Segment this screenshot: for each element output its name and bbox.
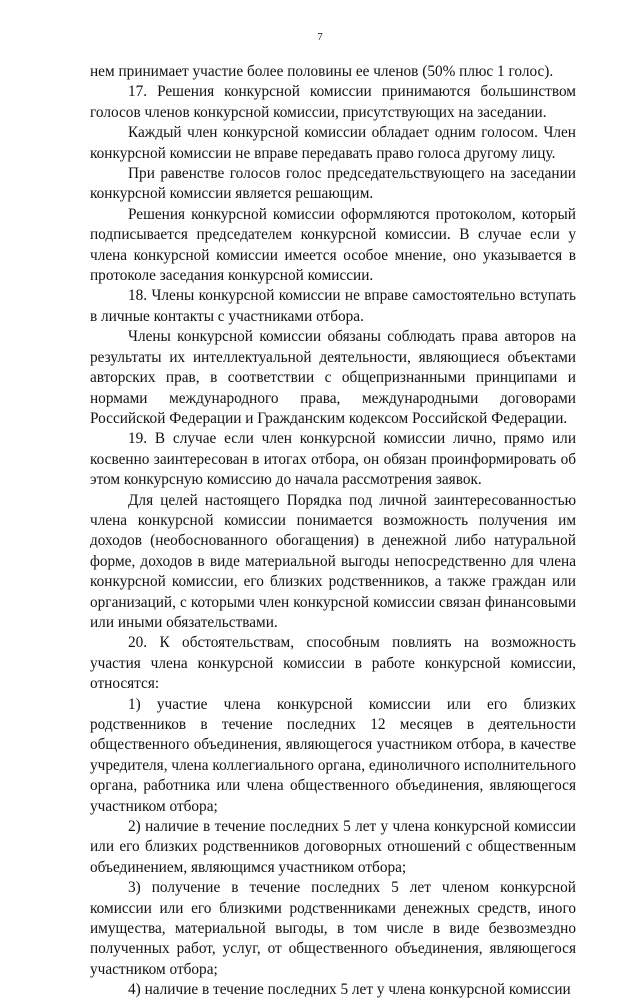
list-item-4: 4) наличие в течение последних 5 лет у члена конкурсной комиссии [128, 981, 571, 999]
list-item-2: 2) наличие в течение последних 5 лет у члена конкурсной комиссии или его близких родственников договорных отношений с общественным объединением, являющимся участником отбора; [90, 818, 576, 876]
paragraph-item-19: 19. В случае если член конкурсной комиссии лично, прямо или косвенно заинтересован в итогах отбора, он обязан проинформировать об этом конкурсную комиссию до начала рассмотрения заявок. [90, 430, 576, 489]
paragraph-personal-interest: Для целей настоящего Порядка под личной заинтересованностью члена конкурсной комиссии понимается возможность получения им доходов (необоснованного обогащения) в денежной либо натуральной форме, доходов в виде материальной выгоды непосредственно для члена конкурсной комиссии, его близких родственников, а также граждан или организаций, с которыми член конкурсной комиссии связан финансовыми или иными обязательствами. [90, 491, 576, 631]
paragraph-protocol: Решения конкурсной комиссии оформляются протоколом, который подписывается председателем конкурсной комиссии. В случае если у члена конкурсной комиссии имеется особое мнение, оно указывается в протоколе заседания конкурсной комиссии. [90, 205, 576, 285]
page-number: 7 [317, 31, 323, 43]
paragraph-item-18: 18. Члены конкурсной комиссии не вправе самостоятельно вступать в личные контакты с участниками отбора. [90, 287, 576, 325]
document-body [90, 62, 576, 1001]
paragraph-continuation: нем принимает участие более половины ее членов (50% плюс 1 голос). [90, 63, 554, 80]
paragraph-casting-vote: При равенстве голосов голос председательствующего на заседании конкурсной комиссии является решающим. [90, 165, 576, 203]
paragraph-item-20: 20. К обстоятельствам, способным повлиять на возможность участия члена конкурсной комиссии в работе конкурсной комиссии, относятся: [90, 634, 576, 693]
paragraph-item-17: 17. Решения конкурсной комиссии принимаются большинством голосов членов конкурсной комиссии, присутствующих на заседании. [90, 83, 576, 121]
paragraph-single-vote: Каждый член конкурсной комиссии обладает одним голосом. Член конкурсной комиссии не вправе передавать право голоса другому лицу. [90, 124, 576, 162]
list-item-1: 1) участие члена конкурсной комиссии или его близких родственников в течение последних 12 месяцев в деятельности общественного объединения, являющегося участником отбора, в качестве учредителя, члена коллегиального органа, единоличного исполнительного органа, работника или члена общественного объединения, являющегося участником отбора; [90, 695, 576, 815]
list-item-3: 3) получение в течение последних 5 лет членом конкурсной комиссии или его близкими родственниками денежных средств, иного имущества, материальной выгоды, в том числе в виде безвозмездно полученных работ, услуг, от общественного объединения, являющегося участником отбора; [90, 879, 576, 978]
paragraph-author-rights: Члены конкурсной комиссии обязаны соблюдать права авторов на результаты их интеллектуальной деятельности, являющиеся объектами авторских прав, в соответствии с общепризнанными принципами и нормами международного права, международными договорами Российской Федерации и Гражданским кодексом Российской Федерации. [90, 328, 576, 427]
